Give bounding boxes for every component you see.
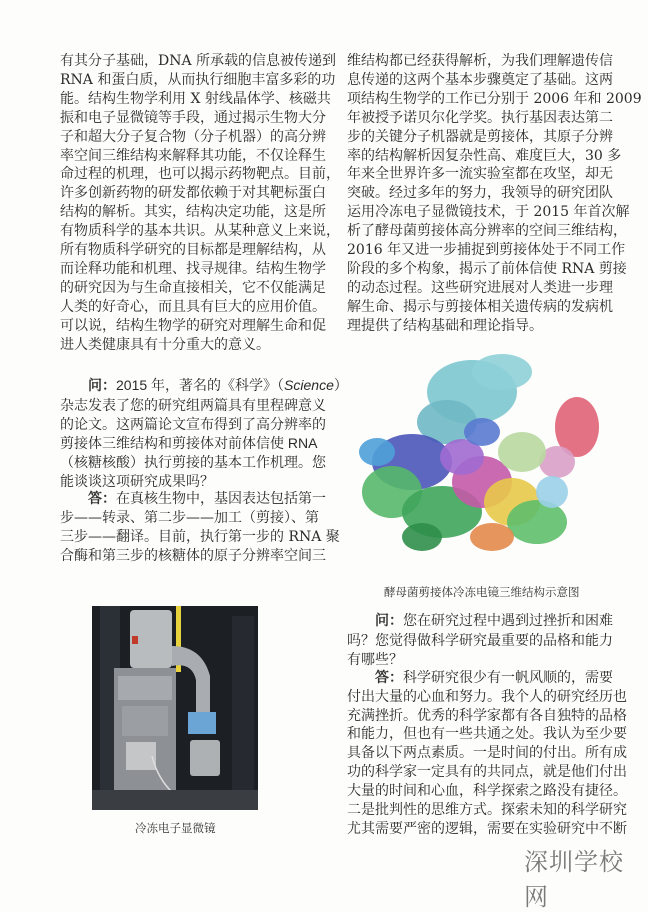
text-line: 所有物质科学研究的目标都是理解结构，从: [60, 242, 326, 259]
question-2-first-line: 问：您在研究过程中遇到过挫折和困难: [375, 612, 613, 629]
text-line: 结构的解析。其实，结构决定功能，这是所: [60, 204, 326, 221]
text-line: 许多创新药物的研发都依赖于对其靶标蛋白: [60, 185, 326, 202]
text-line: 突破。经过多年的努力，我领导的研究团队: [347, 185, 613, 202]
continued-paragraph: [347, 52, 642, 336]
text-line: 理提供了结构基础和理论指导。: [347, 317, 543, 334]
right-column-continued: [347, 52, 642, 336]
text-line: 吗？您觉得做科学研究最重要的品格和能力: [347, 631, 613, 648]
text-line: 尤其需要严密的逻辑，需要在实验研究中不断: [347, 820, 627, 837]
text-line: 能谈谈这项研究成果吗？: [60, 472, 214, 489]
question-label: 问：: [88, 378, 116, 394]
text-line: 年来全世界许多一流实验室都在攻坚，却无: [347, 166, 613, 183]
question-1-first-line: 问：2015 年，著名的《科学》（Science）: [88, 377, 348, 394]
text-line: 子和超大分子复合物（分子机器）的高分辨: [60, 128, 326, 145]
text-line: 维结构都已经获得解析，为我们理解遗传信: [347, 53, 613, 69]
photo-caption: 冷冻电子显微镜: [135, 821, 216, 835]
text-line: 充满挫折。优秀的科学家都有各自独特的品格: [347, 707, 627, 724]
protein-subunit-blob: [498, 432, 546, 472]
text-line: 杂志发表了您的研究组两篇具有里程碑意义: [60, 396, 326, 413]
answer-2-body: [347, 688, 627, 839]
question-1: [60, 376, 348, 566]
left-column-intro: [60, 52, 340, 355]
text-line: 率的结构解析因复杂性高、难度巨大，30 多: [347, 147, 622, 164]
watermark: 深圳学校网: [524, 848, 624, 911]
text-line: 析了酵母菌剪接体高分辨率的空间三维结构，: [347, 223, 627, 240]
text-line: 付出大量的心血和努力。我个人的研究经历也: [347, 688, 627, 705]
answer-2-first-line: 答：科学研究很少有一帆风顺的，需要: [375, 669, 613, 686]
text-line: 具备以下两点素质。一是时间的付出。所有成: [347, 745, 627, 762]
text-line: 项结构生物学的工作已分别于 2006 年和 2009: [347, 90, 642, 107]
question-2-body: [347, 631, 613, 669]
text-line: 二是批判性的思维方式。探索未知的科学研究: [347, 802, 627, 819]
text-line: 步的关键分子机器就是剪接体，其原子分辨: [347, 128, 613, 145]
text-line: 率空间三维结构来解释其功能，不仅诠释生: [60, 147, 326, 164]
answer-label: 答：: [375, 669, 403, 686]
text-line: 剪接体三维结构和剪接体对前体信使 RNA: [60, 434, 318, 451]
text-line: 可以说，结构生物学的研究对理解生命和促: [60, 317, 326, 334]
protein-subunit-blob: [359, 438, 395, 466]
text-line: 能。结构生物学利用 X 射线晶体学、核磁共: [60, 90, 331, 107]
text-line: 大量的时间和心血，科学探索之路没有捷径。: [347, 783, 627, 800]
question-2: [347, 611, 627, 839]
question-1-body: [60, 396, 326, 491]
text-line: 人类的好奇心，而且具有巨大的应用价值。: [60, 298, 326, 315]
text-line: 有物质科学的基本共识。从某种意义上来说，: [60, 223, 340, 240]
text-line: 年被授予诺贝尔化学奖。执行基因表达第二: [347, 109, 613, 126]
journal-name: Science: [284, 377, 334, 393]
text-line: 的动态过程。这些研究进展对人类进一步理: [347, 279, 613, 296]
cryo-electron-microscope-photo: [92, 606, 258, 810]
text-line: 有其分子基础，DNA 所承载的信息被传递到: [60, 53, 337, 69]
intro-paragraph: [60, 52, 340, 355]
text-line: 息传递的这两个基本步骤奠定了基础。这两: [347, 71, 613, 88]
text-line: 步——转录、第二步——加工（剪接）、第: [60, 510, 319, 527]
text-line: RNA 和蛋白质，从而执行细胞丰富多彩的功: [60, 71, 336, 88]
figure-caption: 酵母菌剪接体冷冻电镜三维结构示意图: [384, 585, 580, 599]
answer-label: 答：: [88, 491, 116, 508]
protein-subunit-blob: [536, 476, 568, 508]
text-line: 而诠释功能和机理、找寻规律。结构生物学: [60, 260, 326, 277]
answer-1-first-line: 答：在真核生物中，基因表达包括第一: [88, 491, 326, 508]
text-line: 命过程的机理，也可以揭示药物靶点。目前，: [60, 166, 340, 183]
text-line: 进人类健康具有十分重大的意义。: [60, 336, 270, 353]
text-line: 和能力，但也有一些共通之处。我认为至少要: [347, 726, 627, 743]
answer-1-body: [60, 509, 340, 566]
text-line: 三步——翻译。目前，执行第一步的 RNA 聚: [60, 529, 340, 546]
text-line: 阶段的多个构象，揭示了前体信使 RNA 剪接: [347, 260, 627, 277]
text-line: 运用冷冻电子显微镜技术，于 2015 年首次解: [347, 204, 630, 221]
protein-subunit-blob: [464, 418, 500, 446]
spliceosome-3d-structure-figure: [352, 352, 608, 562]
text-line: 合酶和第三步的核糖体的原子分辨率空间三: [60, 548, 326, 565]
text-line: 2016 年又进一步捕捉到剪接体处于不同工作: [347, 242, 626, 259]
text-line: 有哪些？: [347, 650, 403, 667]
text-line: 的研究因为与生命直接相关，它不仅能满足: [60, 279, 326, 296]
text-line: 振和电子显微镜等手段，通过揭示生物大分: [60, 109, 326, 126]
protein-subunit-blob: [402, 523, 442, 551]
text-line: 功的科学家一定具有的共同点，就是他们付出: [347, 764, 627, 781]
text-line: （核糖核酸）执行剪接的基本工作机理。您: [60, 453, 326, 470]
protein-subunit-blob: [470, 523, 514, 551]
question-label: 问：: [375, 613, 403, 629]
text-line: 解生命、揭示与剪接体相关遗传病的发病机: [347, 298, 613, 315]
protein-subunit-blob: [472, 354, 532, 390]
text-line: 的论文。这两篇论文宣布得到了高分辨率的: [60, 415, 326, 432]
